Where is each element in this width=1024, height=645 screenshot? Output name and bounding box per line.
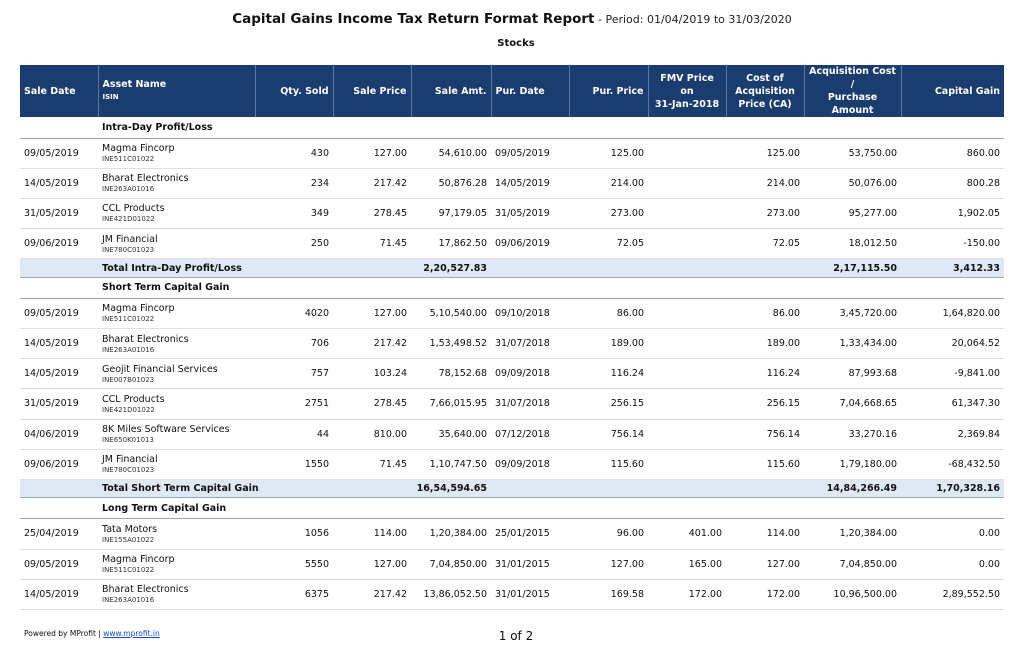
cell-acquisition-cost: 3,45,720.00: [804, 298, 901, 328]
col-header-ca-line1: Cost of: [746, 72, 784, 84]
asset-name: Bharat Electronics: [102, 584, 189, 596]
cell-asset: [98, 198, 255, 228]
asset-isin: INE263A01016: [102, 345, 155, 354]
cell-sale-price: 127.00: [333, 549, 411, 579]
cell-qty-sold: 5550: [255, 549, 333, 579]
col-header-acq-line2: Purchase Amount: [827, 92, 878, 116]
cell-sale-amt: 35,640.00: [411, 419, 491, 449]
table-row: [20, 549, 1004, 579]
page-number: 1 of 2: [498, 629, 534, 643]
asset-name: Magma Fincorp: [102, 554, 175, 566]
asset-name: Magma Fincorp: [102, 303, 175, 315]
table-row: [20, 519, 1004, 549]
cell-capital-gain: 800.28: [901, 168, 1004, 198]
cell-pur-date: 09/06/2019: [491, 229, 569, 259]
cell-cost-of-acquisition: 127.00: [726, 549, 804, 579]
cell-pur-date: 14/05/2019: [491, 168, 569, 198]
asset-isin: INE511C01022: [102, 315, 155, 324]
cell-fmv-price: [648, 168, 726, 198]
table-row: [20, 229, 1004, 259]
col-header-capital-gain: Capital Gain: [901, 65, 1004, 117]
cell-pur-price: 116.24: [569, 359, 648, 389]
table-row: [20, 579, 1004, 609]
cell-capital-gain: 2,89,552.50: [901, 579, 1004, 609]
col-header-sale-price: Sale Price: [333, 65, 411, 117]
cell-pur-date: 31/07/2018: [491, 389, 569, 419]
cell-cost-of-acquisition: 115.60: [726, 449, 804, 479]
total-acquisition-cost: 14,84,266.49: [804, 479, 901, 498]
cell-fmv-price: [648, 198, 726, 228]
cell-asset: [98, 168, 255, 198]
cell-capital-gain: 0.00: [901, 519, 1004, 549]
total-spacer-mid: [491, 479, 804, 498]
total-sale-amt: 16,54,594.65: [411, 479, 491, 498]
cell-pur-price: 96.00: [569, 519, 648, 549]
cell-fmv-price: [648, 419, 726, 449]
table-row: [20, 168, 1004, 198]
cell-sale-price: 127.00: [333, 298, 411, 328]
total-row: [20, 479, 1004, 498]
cell-pur-price: 127.00: [569, 549, 648, 579]
cell-sale-price: 810.00: [333, 419, 411, 449]
cell-sale-amt: 7,66,015.95: [411, 389, 491, 419]
asset-name: JM Financial: [102, 454, 158, 466]
section-header: [20, 117, 1004, 138]
cell-asset: [98, 579, 255, 609]
table-row: [20, 389, 1004, 419]
cell-pur-date: 09/10/2018: [491, 298, 569, 328]
cell-sale-date: 09/05/2019: [20, 138, 98, 168]
asset-isin: INE421D01022: [102, 405, 155, 414]
asset-isin: INE650K01013: [102, 436, 154, 445]
cell-qty-sold: 757: [255, 359, 333, 389]
col-header-sale-date: Sale Date: [20, 65, 98, 117]
total-sale-amt: 2,20,527.83: [411, 259, 491, 278]
asset-name: Tata Motors: [102, 523, 158, 535]
cell-acquisition-cost: 95,277.00: [804, 198, 901, 228]
cell-capital-gain: -68,432.50: [901, 449, 1004, 479]
cell-capital-gain: 1,64,820.00: [901, 298, 1004, 328]
asset-isin: INE780C01023: [102, 466, 155, 475]
cell-fmv-price: 172.00: [648, 579, 726, 609]
cell-sale-amt: 1,10,747.50: [411, 449, 491, 479]
cell-acquisition-cost: 18,012.50: [804, 229, 901, 259]
cell-cost-of-acquisition: 116.24: [726, 359, 804, 389]
cell-sale-price: 278.45: [333, 198, 411, 228]
cell-fmv-price: 165.00: [648, 549, 726, 579]
cell-fmv-price: [648, 229, 726, 259]
cell-cost-of-acquisition: 756.14: [726, 419, 804, 449]
col-header-ca-line2: Acquisition: [735, 85, 795, 97]
cell-sale-price: 103.24: [333, 359, 411, 389]
cell-sale-price: 217.42: [333, 328, 411, 358]
cell-cost-of-acquisition: 72.05: [726, 229, 804, 259]
cell-pur-price: 214.00: [569, 168, 648, 198]
cell-sale-amt: 50,876.28: [411, 168, 491, 198]
cell-sale-date: 25/04/2019: [20, 519, 98, 549]
asset-name: Geojit Financial Services: [102, 363, 218, 375]
cell-acquisition-cost: 50,076.00: [804, 168, 901, 198]
table-row: [20, 449, 1004, 479]
asset-name: Bharat Electronics: [102, 173, 189, 185]
col-header-fmv-line1: FMV Price on: [660, 72, 714, 97]
cell-sale-date: 09/05/2019: [20, 549, 98, 579]
footer-website-link[interactable]: www.mprofit.in: [103, 629, 160, 638]
cell-cost-of-acquisition: 172.00: [726, 579, 804, 609]
asset-name: 8K Miles Software Services: [102, 424, 230, 436]
cell-capital-gain: 0.00: [901, 549, 1004, 579]
cell-asset: [98, 298, 255, 328]
table-row: [20, 298, 1004, 328]
cell-qty-sold: 706: [255, 328, 333, 358]
cell-sale-amt: 54,610.00: [411, 138, 491, 168]
table-body: [20, 117, 1004, 609]
cell-sale-amt: 7,04,850.00: [411, 549, 491, 579]
table-row: [20, 328, 1004, 358]
cell-qty-sold: 250: [255, 229, 333, 259]
asset-name: Bharat Electronics: [102, 333, 189, 345]
cell-qty-sold: 1056: [255, 519, 333, 549]
cell-pur-price: 169.58: [569, 579, 648, 609]
cell-cost-of-acquisition: 214.00: [726, 168, 804, 198]
col-header-acq-line1: Acquisition Cost /: [809, 66, 896, 90]
cell-pur-date: 31/05/2019: [491, 198, 569, 228]
col-header-asset-name-label: Asset Name: [102, 79, 167, 90]
cell-sale-price: 127.00: [333, 138, 411, 168]
asset-isin: INE511C01022: [102, 566, 155, 575]
cell-acquisition-cost: 10,96,500.00: [804, 579, 901, 609]
cell-qty-sold: 430: [255, 138, 333, 168]
section-spacer: [20, 117, 98, 138]
asset-isin: INE155A01022: [102, 535, 155, 544]
cell-pur-date: 31/07/2018: [491, 328, 569, 358]
cell-sale-price: 278.45: [333, 389, 411, 419]
cell-pur-price: 125.00: [569, 138, 648, 168]
cell-sale-date: 14/05/2019: [20, 359, 98, 389]
section-spacer: [20, 277, 98, 298]
total-acquisition-cost: 2,17,115.50: [804, 259, 901, 278]
cell-sale-date: 04/06/2019: [20, 419, 98, 449]
col-header-fmv-price: [648, 65, 726, 117]
total-spacer-mid: [491, 259, 804, 278]
cell-fmv-price: [648, 359, 726, 389]
cell-qty-sold: 6375: [255, 579, 333, 609]
section-title: Long Term Capital Gain: [98, 498, 1004, 519]
cell-asset: [98, 389, 255, 419]
cell-sale-date: 14/05/2019: [20, 168, 98, 198]
col-header-isin: ISIN: [102, 93, 119, 101]
cell-acquisition-cost: 87,993.68: [804, 359, 901, 389]
cell-fmv-price: [648, 389, 726, 419]
asset-name: JM Financial: [102, 233, 158, 245]
report-title: Capital Gains Income Tax Return Format Report: [232, 11, 595, 27]
cell-sale-date: 09/06/2019: [20, 449, 98, 479]
col-header-asset-name: [98, 65, 255, 117]
cell-sale-amt: 17,862.50: [411, 229, 491, 259]
col-header-cost-of-acquisition: [726, 65, 804, 117]
section-spacer: [20, 498, 98, 519]
cell-pur-price: 115.60: [569, 449, 648, 479]
cell-pur-date: 25/01/2015: [491, 519, 569, 549]
cell-asset: [98, 419, 255, 449]
cell-cost-of-acquisition: 273.00: [726, 198, 804, 228]
asset-isin: INE263A01016: [102, 596, 155, 605]
cell-qty-sold: 4020: [255, 298, 333, 328]
cell-sale-date: 09/05/2019: [20, 298, 98, 328]
cell-sale-date: 14/05/2019: [20, 328, 98, 358]
cell-acquisition-cost: 7,04,668.65: [804, 389, 901, 419]
cell-fmv-price: [648, 298, 726, 328]
col-header-sale-amt: Sale Amt.: [411, 65, 491, 117]
cell-cost-of-acquisition: 125.00: [726, 138, 804, 168]
table-header: [20, 65, 1004, 117]
cell-sale-amt: 97,179.05: [411, 198, 491, 228]
cell-sale-price: 71.45: [333, 449, 411, 479]
capital-gains-table: [20, 65, 1004, 610]
report-subtitle: Stocks: [497, 38, 535, 49]
cell-sale-amt: 78,152.68: [411, 359, 491, 389]
cell-pur-date: 31/01/2015: [491, 579, 569, 609]
cell-sale-date: 09/06/2019: [20, 229, 98, 259]
asset-isin: INE263A01016: [102, 185, 155, 194]
cell-sale-amt: 13,86,052.50: [411, 579, 491, 609]
cell-pur-price: 86.00: [569, 298, 648, 328]
cell-cost-of-acquisition: 189.00: [726, 328, 804, 358]
table-row: [20, 359, 1004, 389]
cell-fmv-price: [648, 138, 726, 168]
total-row: [20, 259, 1004, 278]
cell-sale-amt: 1,53,498.52: [411, 328, 491, 358]
cell-sale-date: 14/05/2019: [20, 579, 98, 609]
cell-sale-date: 31/05/2019: [20, 389, 98, 419]
cell-pur-price: 72.05: [569, 229, 648, 259]
cell-pur-price: 756.14: [569, 419, 648, 449]
cell-capital-gain: 20,064.52: [901, 328, 1004, 358]
cell-capital-gain: 860.00: [901, 138, 1004, 168]
cell-pur-date: 31/01/2015: [491, 549, 569, 579]
cell-pur-price: 273.00: [569, 198, 648, 228]
section-title: Short Term Capital Gain: [98, 277, 1004, 298]
cell-pur-date: 09/05/2019: [491, 138, 569, 168]
asset-name: CCL Products: [102, 203, 165, 215]
cell-acquisition-cost: 1,33,434.00: [804, 328, 901, 358]
cell-sale-price: 217.42: [333, 168, 411, 198]
cell-asset: [98, 359, 255, 389]
total-label: Total Short Term Capital Gain: [98, 479, 411, 498]
col-header-ca-line3: Price (CA): [738, 98, 792, 110]
cell-acquisition-cost: 53,750.00: [804, 138, 901, 168]
asset-isin: INE007B01023: [102, 375, 155, 384]
col-header-acquisition-cost: [804, 65, 901, 117]
cell-cost-of-acquisition: 86.00: [726, 298, 804, 328]
cell-acquisition-cost: 33,270.16: [804, 419, 901, 449]
table-row: [20, 419, 1004, 449]
cell-sale-price: 71.45: [333, 229, 411, 259]
cell-capital-gain: 2,369.84: [901, 419, 1004, 449]
cell-asset: [98, 229, 255, 259]
cell-cost-of-acquisition: 256.15: [726, 389, 804, 419]
cell-sale-amt: 5,10,540.00: [411, 298, 491, 328]
cell-pur-date: 09/09/2018: [491, 449, 569, 479]
asset-isin: INE780C01023: [102, 245, 155, 254]
cell-cost-of-acquisition: 114.00: [726, 519, 804, 549]
cell-capital-gain: 61,347.30: [901, 389, 1004, 419]
cell-qty-sold: 1550: [255, 449, 333, 479]
cell-sale-price: 114.00: [333, 519, 411, 549]
table-row: [20, 138, 1004, 168]
cell-pur-date: 07/12/2018: [491, 419, 569, 449]
col-header-pur-price: Pur. Price: [569, 65, 648, 117]
table-row: [20, 198, 1004, 228]
cell-capital-gain: -9,841.00: [901, 359, 1004, 389]
section-header: [20, 498, 1004, 519]
cell-asset: [98, 519, 255, 549]
cell-acquisition-cost: 1,79,180.00: [804, 449, 901, 479]
cell-acquisition-cost: 1,20,384.00: [804, 519, 901, 549]
total-capital-gain: 1,70,328.16: [901, 479, 1004, 498]
total-spacer: [20, 479, 98, 498]
cell-asset: [98, 138, 255, 168]
cell-acquisition-cost: 7,04,850.00: [804, 549, 901, 579]
total-label: Total Intra-Day Profit/Loss: [98, 259, 411, 278]
cell-qty-sold: 2751: [255, 389, 333, 419]
col-header-fmv-line2: 31-Jan-2018: [654, 98, 720, 110]
cell-fmv-price: [648, 328, 726, 358]
section-header: [20, 277, 1004, 298]
cell-fmv-price: 401.00: [648, 519, 726, 549]
report-period: - Period: 01/04/2019 to 31/03/2020: [594, 13, 792, 26]
cell-capital-gain: 1,902.05: [901, 198, 1004, 228]
cell-fmv-price: [648, 449, 726, 479]
asset-isin: INE421D01022: [102, 215, 155, 224]
cell-qty-sold: 44: [255, 419, 333, 449]
cell-sale-price: 217.42: [333, 579, 411, 609]
cell-capital-gain: -150.00: [901, 229, 1004, 259]
cell-asset: [98, 449, 255, 479]
col-header-pur-date: Pur. Date: [491, 65, 569, 117]
asset-name: CCL Products: [102, 393, 165, 405]
total-spacer: [20, 259, 98, 278]
col-header-qty-sold: Qty. Sold: [255, 65, 333, 117]
cell-pur-date: 09/09/2018: [491, 359, 569, 389]
asset-isin: INE511C01022: [102, 155, 155, 164]
cell-asset: [98, 328, 255, 358]
section-title: Intra-Day Profit/Loss: [98, 117, 1004, 138]
asset-name: Magma Fincorp: [102, 143, 175, 155]
cell-pur-price: 189.00: [569, 328, 648, 358]
cell-sale-date: 31/05/2019: [20, 198, 98, 228]
cell-sale-amt: 1,20,384.00: [411, 519, 491, 549]
total-capital-gain: 3,412.33: [901, 259, 1004, 278]
cell-pur-price: 256.15: [569, 389, 648, 419]
cell-asset: [98, 549, 255, 579]
footer-powered-by-text: Powered by MProfit |: [24, 629, 104, 638]
cell-qty-sold: 234: [255, 168, 333, 198]
cell-qty-sold: 349: [255, 198, 333, 228]
report-title-row: [0, 8, 1024, 27]
